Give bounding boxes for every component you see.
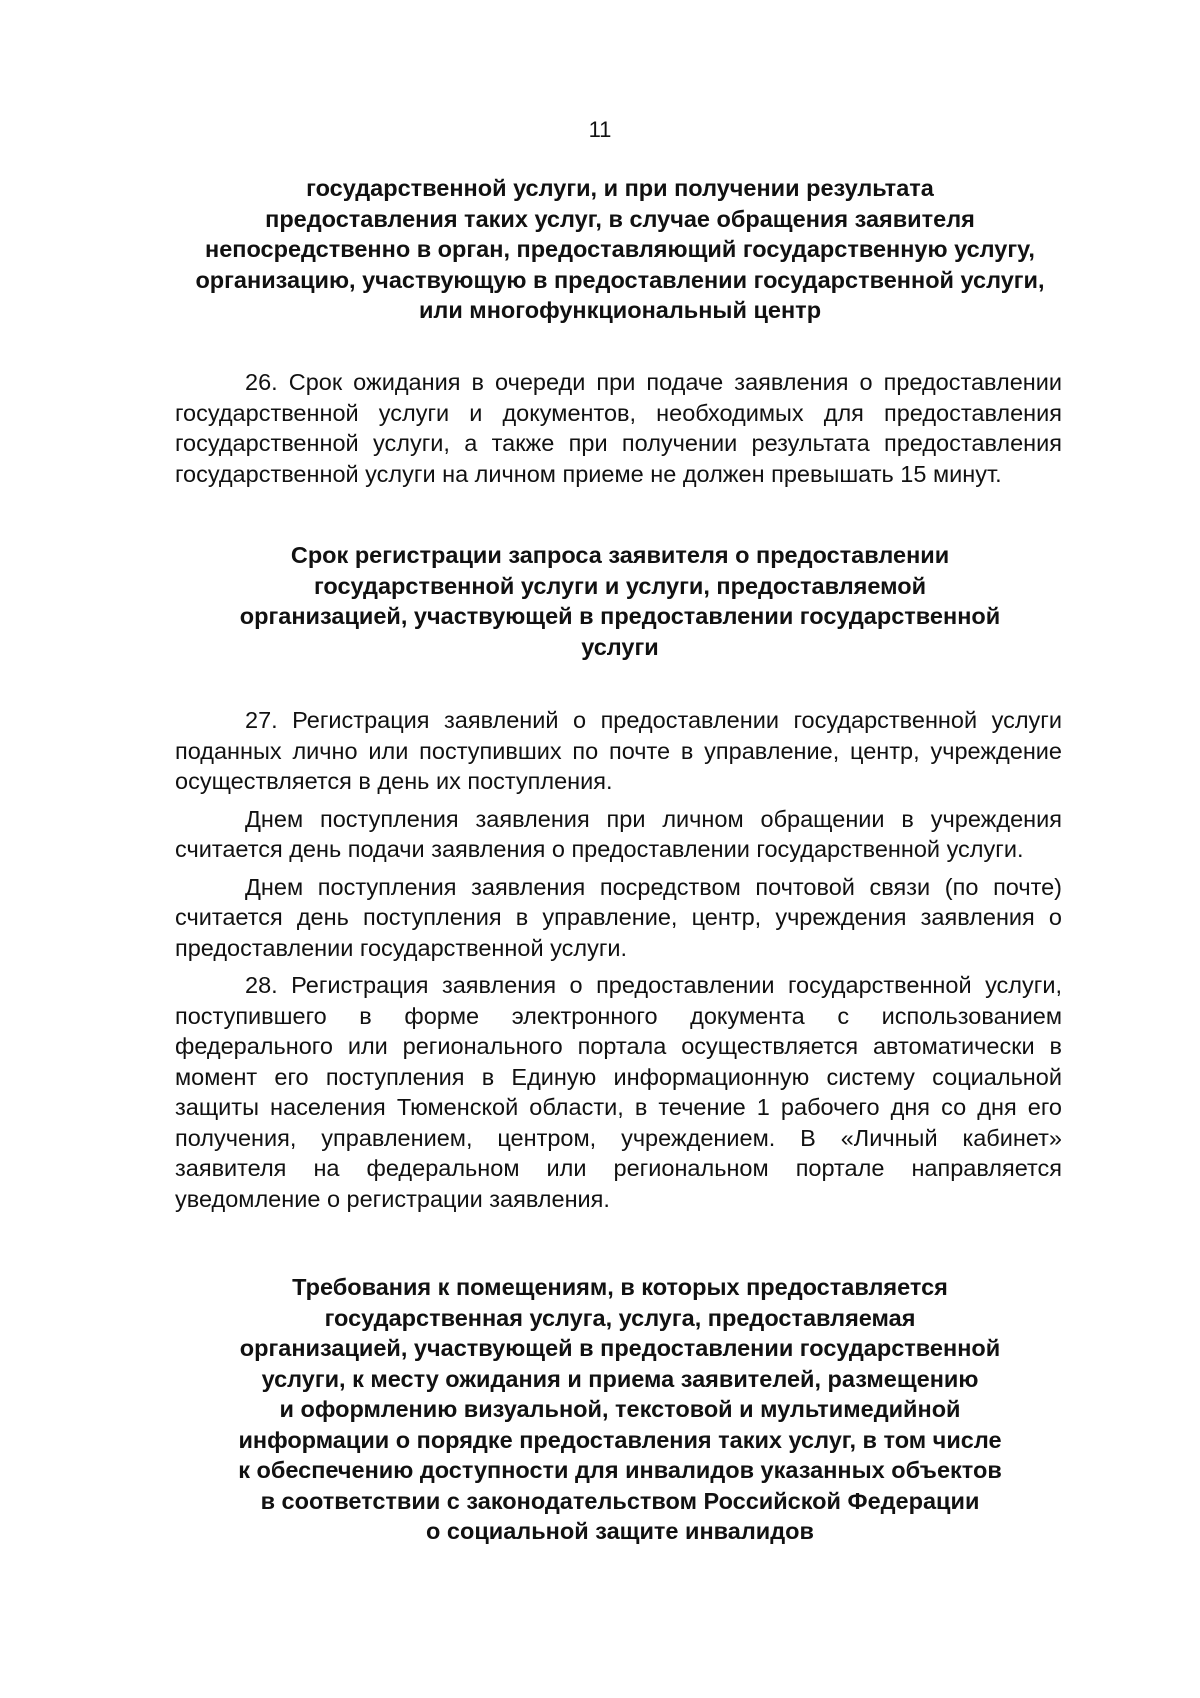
paragraph-27-postal: Днем поступления заявления посредством почтовой связи (по почте) считается день поступления в управление, центр, учреждения заявления о предоставлении государственной услуги.: [175, 873, 1062, 961]
paragraph-26: 26. Срок ожидания в очереди при подаче заявления о предоставлении государственной услуги и документов, необходимых для предоставления государственной услуги, а также при получении результата предоставления государственной услуги на личном приеме не должен превышать 15 минут.: [175, 369, 1062, 487]
paragraph-block-26: [175, 367, 1062, 489]
paragraph-block-27-28: [175, 705, 1062, 1214]
section-heading-premises-requirements: Требования к помещениям, в которых предоставляется государственная услуга, услуга, предоставляемая организацией, участвующей в предоставлении государственной услуги, к месту ожидания и приема заявителей, размещению и оформлению визуальной, текстовой и мультимедийной информации о порядке предоставления таких услуг, в том числе к обеспечению доступности для инвалидов указанных объектов в соответствии с законодательством Российской Федерации о социальной защите инвалидов: [238, 1274, 1002, 1544]
paragraph-28: 28. Регистрация заявления о предоставлении государственной услуги, поступившего в форме электронного документа с использованием федерального или регионального портала осуществляется автоматически в момент его поступления в Единую информационную систему социальной защиты населения Тюменской области, в течение 1 рабочего дня со дня его получения, управлением, центром, учреждением. В «Личный кабинет» заявителя на федеральном или региональном портале направляется уведомление о регистрации заявления.: [175, 972, 1062, 1212]
paragraph-27-personal: Днем поступления заявления при личном обращении в учреждения считается день подачи заявления о предоставлении государственной услуги.: [175, 805, 1062, 862]
page-number: 11: [588, 117, 612, 142]
paragraph-27: 27. Регистрация заявлений о предоставлении государственной услуги поданных лично или поступивших по почте в управление, центр, учреждение осуществляется в день их поступления.: [175, 707, 1062, 794]
section-heading-continued: государственной услуги, и при получении результата предоставления таких услуг, в случае обращения заявителя непосредственно в орган, предоставляющий государственную услугу, организацию, участвующую в предоставлении государственной услуги, или многофункциональный центр: [195, 175, 1045, 323]
section-heading-registration-deadline: Срок регистрации запроса заявителя о предоставлении государственной услуги и услуги, предоставляемой организацией, участвующей в предоставлении государственной услуги: [239, 542, 1001, 660]
